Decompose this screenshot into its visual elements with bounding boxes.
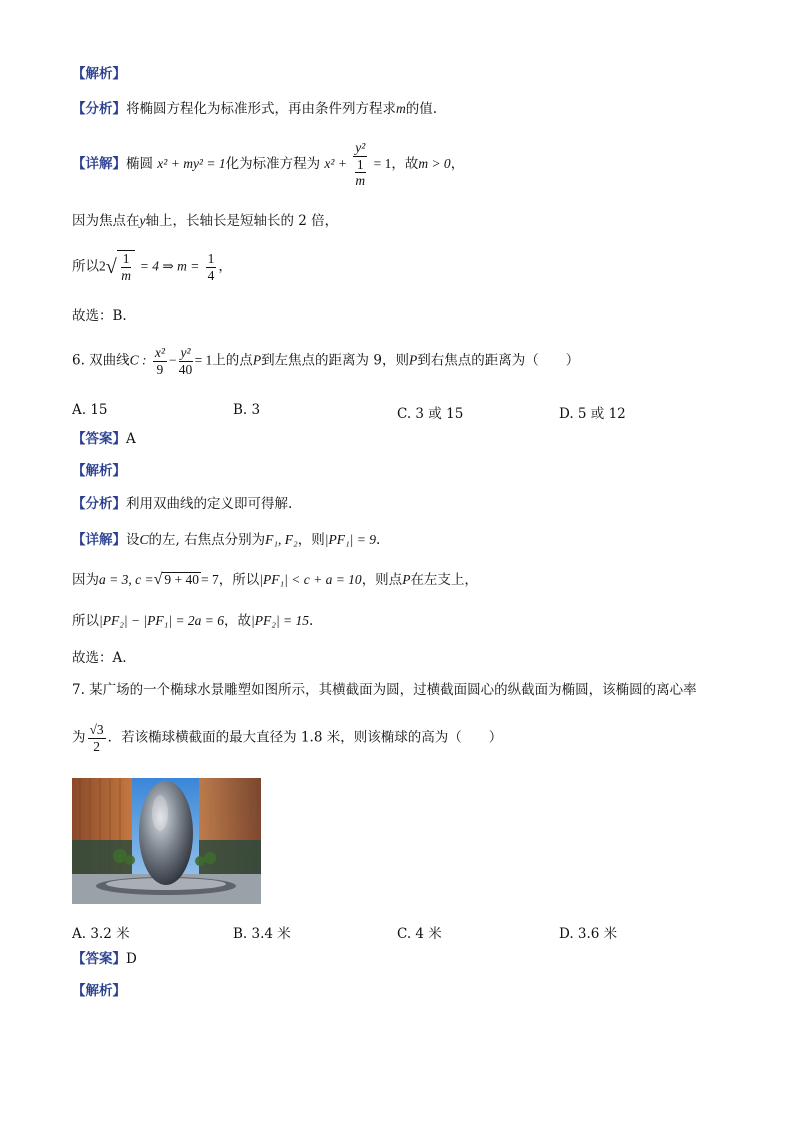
- question-7-line-2: [72, 722, 502, 754]
- because-line: [72, 572, 478, 588]
- radical-sign: √: [153, 571, 163, 588]
- option-c: C. 4 米: [397, 926, 442, 942]
- question-7-line-1: [72, 684, 697, 698]
- t2: ．若该椭球横截面的最大直径为 1.8 米，则该椭球的高为（ ）: [107, 729, 503, 746]
- t4: 在左支上，: [410, 572, 478, 588]
- denominator: 4: [207, 267, 215, 283]
- answer-line: [72, 433, 136, 447]
- label: 【详解】: [72, 155, 126, 172]
- option-d: D. 3.6 米: [559, 926, 618, 942]
- t2: ，所以: [218, 572, 260, 588]
- denominator: 2: [93, 738, 100, 754]
- text: 故选：B.: [72, 308, 127, 324]
- denominator: 40: [178, 361, 193, 377]
- curve-name: C: [139, 532, 149, 547]
- option-b: B. 3: [233, 402, 261, 418]
- eq1: |PF₂| − |PF₁| = 2a = 6: [99, 613, 225, 628]
- equation: |PF₁| = 9: [324, 532, 376, 547]
- minus: −: [168, 352, 177, 368]
- var: m: [396, 101, 406, 116]
- middle: = 4 ⇒ m =: [139, 258, 200, 274]
- t2: ，: [218, 258, 232, 275]
- t1: 设: [126, 532, 140, 548]
- t4: ，: [450, 155, 465, 172]
- sculpture-photo: [72, 778, 261, 904]
- analysis-line: [72, 102, 437, 117]
- rhs: = 1: [194, 352, 213, 368]
- choice-line: [72, 652, 127, 666]
- t2: ，故: [224, 613, 252, 629]
- denominator: [353, 157, 367, 189]
- radical-sign: √: [105, 256, 117, 279]
- label: 【解析】: [72, 66, 126, 82]
- text: 将椭圆方程化为标准形式，再由条件列方程求: [126, 101, 396, 117]
- choice-line: [72, 310, 127, 324]
- label: 【详解】: [72, 532, 126, 548]
- t4: .: [375, 532, 381, 548]
- inner-numerator: 1: [356, 156, 364, 172]
- text: D: [126, 951, 137, 967]
- denominator: m: [121, 267, 131, 283]
- numerator: x²: [154, 345, 165, 360]
- x-fraction: [153, 345, 167, 377]
- t1: 所以: [72, 613, 99, 629]
- label: 【分析】: [72, 101, 126, 117]
- t1: 椭圆: [126, 155, 153, 172]
- numerator: 1: [207, 251, 215, 266]
- eccentricity-fraction: [88, 722, 106, 754]
- t3: ，则点: [361, 572, 403, 588]
- equation: x² + my² = 1: [157, 155, 226, 171]
- t1: 6. 双曲线: [72, 352, 130, 369]
- therefore-line: [72, 614, 313, 629]
- t3: .: [309, 613, 314, 629]
- coef: 2: [99, 258, 106, 274]
- text: A: [126, 431, 136, 447]
- tail: 的值.: [405, 101, 438, 117]
- curve-name: C :: [129, 352, 147, 368]
- option-b: B. 3.4 米: [233, 926, 291, 942]
- analysis-line: [72, 498, 292, 512]
- t1: 因为: [72, 572, 99, 588]
- t3: 到左焦点的距离为 9，则: [261, 352, 409, 369]
- axis: y: [139, 213, 146, 228]
- t2: 上的点: [212, 352, 253, 369]
- t2: 化为标准方程为: [225, 155, 321, 172]
- label: 【答案】: [72, 431, 126, 447]
- denominator: 9: [156, 361, 164, 377]
- option-a: A. 15: [72, 402, 108, 418]
- t2: 轴上，长轴长是短轴长的 2 倍，: [145, 213, 339, 229]
- t1: 为: [72, 729, 86, 746]
- point-p: P: [252, 352, 262, 368]
- numerator: y²: [180, 345, 191, 360]
- ellipsoid-sculpture: [139, 781, 193, 885]
- label: 【解析】: [72, 983, 126, 999]
- point-p: P: [402, 572, 411, 587]
- sculpture-photo-svg: [72, 778, 261, 904]
- question-6: [72, 345, 579, 377]
- radicand-fraction: [121, 251, 132, 283]
- foci: F₁, F₂: [265, 532, 298, 547]
- answer-line: [72, 953, 137, 967]
- t1: 所以: [72, 258, 99, 275]
- eq2: = 7: [201, 572, 219, 587]
- analysis-heading: [72, 465, 126, 479]
- label: 【分析】: [72, 496, 126, 512]
- fraction: [353, 140, 367, 189]
- focus-line: [72, 214, 338, 229]
- eq3: |PF₁| < c + a = 10: [259, 572, 362, 587]
- label: 【解析】: [72, 463, 126, 479]
- result-fraction: [206, 251, 217, 283]
- radicand: 9 + 40: [164, 572, 199, 587]
- detail-line: [72, 533, 380, 548]
- point-p2: P: [408, 352, 418, 368]
- eq2: |PF₂| = 15: [251, 613, 310, 628]
- t3: ，则: [297, 532, 325, 548]
- inner-fraction: [355, 157, 366, 189]
- rhs: = 1: [373, 155, 392, 171]
- numerator: 1: [122, 251, 130, 266]
- option-a: A. 3.2 米: [72, 926, 130, 942]
- condition: m > 0: [418, 155, 451, 171]
- text: 故选：A.: [72, 650, 127, 666]
- label: 【答案】: [72, 951, 126, 967]
- t1: 因为焦点在: [72, 213, 140, 229]
- numerator: √3: [89, 722, 104, 737]
- t2: 的左, 右焦点分别为: [148, 532, 266, 548]
- t3: ，故: [391, 155, 419, 172]
- analysis-heading: [72, 68, 126, 82]
- eq1: a = 3, c =: [99, 572, 154, 587]
- y-fraction: [179, 345, 193, 377]
- option-d: D. 5 或 12: [559, 406, 626, 422]
- analysis-heading: [72, 985, 126, 999]
- numerator: y²: [355, 140, 366, 155]
- text: 利用双曲线的定义即可得解.: [126, 496, 293, 512]
- therefore-line: [72, 250, 232, 283]
- radicand: [117, 250, 136, 283]
- detail-line: [72, 140, 464, 189]
- lhs: x² +: [324, 155, 347, 171]
- t4: 到右焦点的距离为（ ）: [417, 352, 580, 369]
- text: 7. 某广场的一个椭球水景雕塑如图所示，其横截面为圆，过横截面圆心的纵截面为椭圆，该椭圆的离心率: [72, 682, 697, 698]
- inner-denominator: m: [355, 173, 366, 189]
- option-c: C. 3 或 15: [397, 406, 464, 422]
